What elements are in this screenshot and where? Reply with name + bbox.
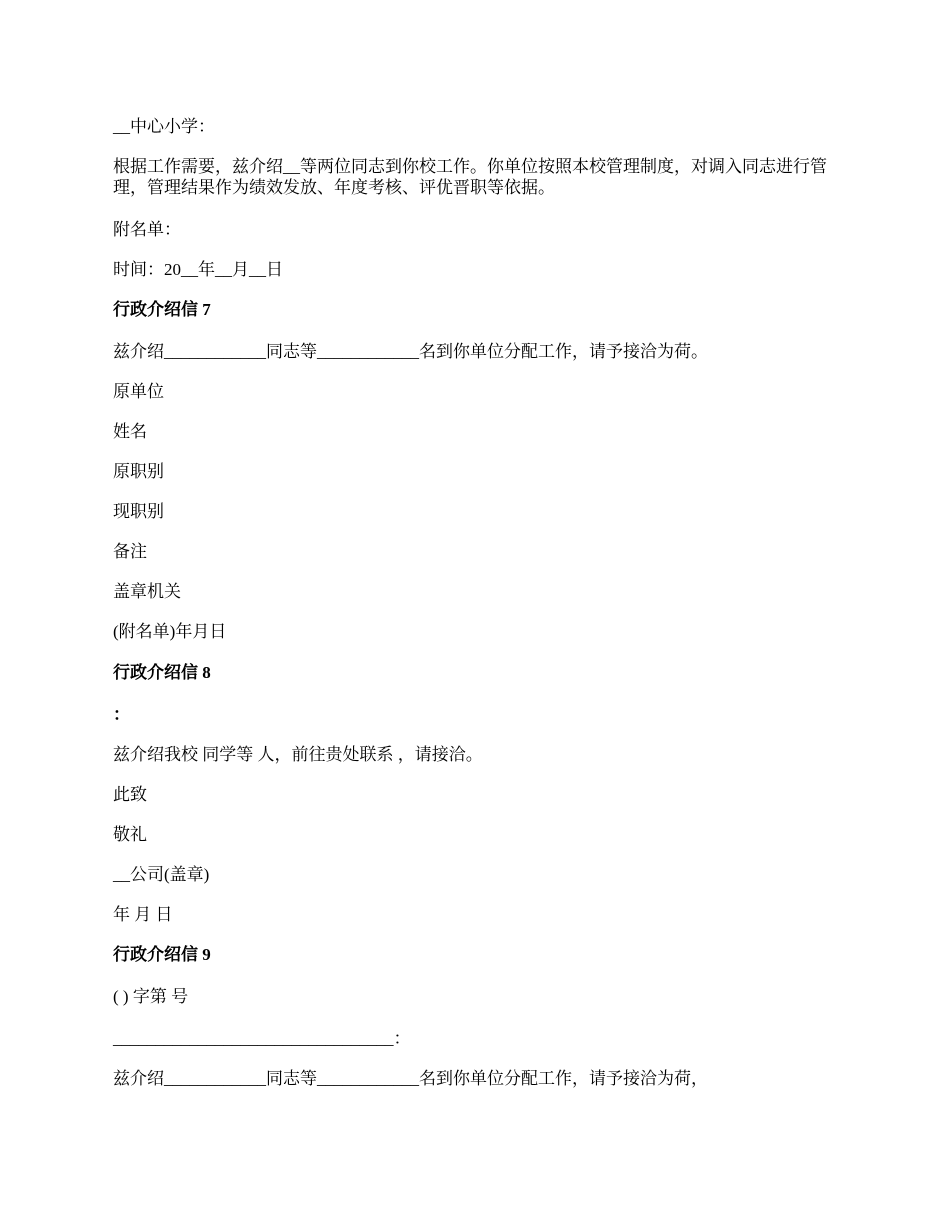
attached-list-date: (附名单)年月日 (113, 622, 227, 641)
section-heading-9: 行政介绍信 9 (113, 945, 211, 964)
company-stamp: __公司(盖章) (113, 865, 210, 884)
field-original-unit: 原单位 (113, 382, 164, 401)
field-current-position: 现职别 (113, 502, 164, 521)
section-heading-7: 行政介绍信 7 (113, 300, 211, 319)
recipient-blank: _________________________________： (113, 1029, 411, 1048)
date-line: 时间：20__年__月__日 (113, 260, 283, 279)
section-heading-8: 行政介绍信 8 (113, 663, 211, 682)
attached-list-label: 附名单： (113, 220, 181, 239)
closing-jingli: 敬礼 (113, 825, 147, 844)
field-remarks: 备注 (113, 542, 147, 561)
salutation-school: __中心小学： (113, 117, 215, 136)
salutation-colon: ： (113, 705, 130, 724)
intro-line-8: 兹介绍我校 同学等 人，前往贵处联系 ，请接洽。 (113, 745, 483, 764)
closing-cizhi: 此致 (113, 785, 147, 804)
reference-number: ( ) 字第 号 (113, 987, 189, 1006)
intro-paragraph: 根据工作需要，兹介绍__等两位同志到你校工作。你单位按照本校管理制度，对调入同志进行管理，管理结果作为绩效发放、年度考核、评优晋职等依据。 (113, 157, 827, 197)
field-original-position: 原职别 (113, 462, 164, 481)
intro-line-7: 兹介绍____________同志等____________名到你单位分配工作，请予接洽为荷。 (113, 342, 708, 361)
date-blank: 年 月 日 (113, 905, 173, 924)
intro-line-9: 兹介绍____________同志等____________名到你单位分配工作，请予接洽为荷， (113, 1069, 708, 1088)
field-stamp-authority: 盖章机关 (113, 582, 181, 601)
field-name: 姓名 (113, 422, 147, 441)
